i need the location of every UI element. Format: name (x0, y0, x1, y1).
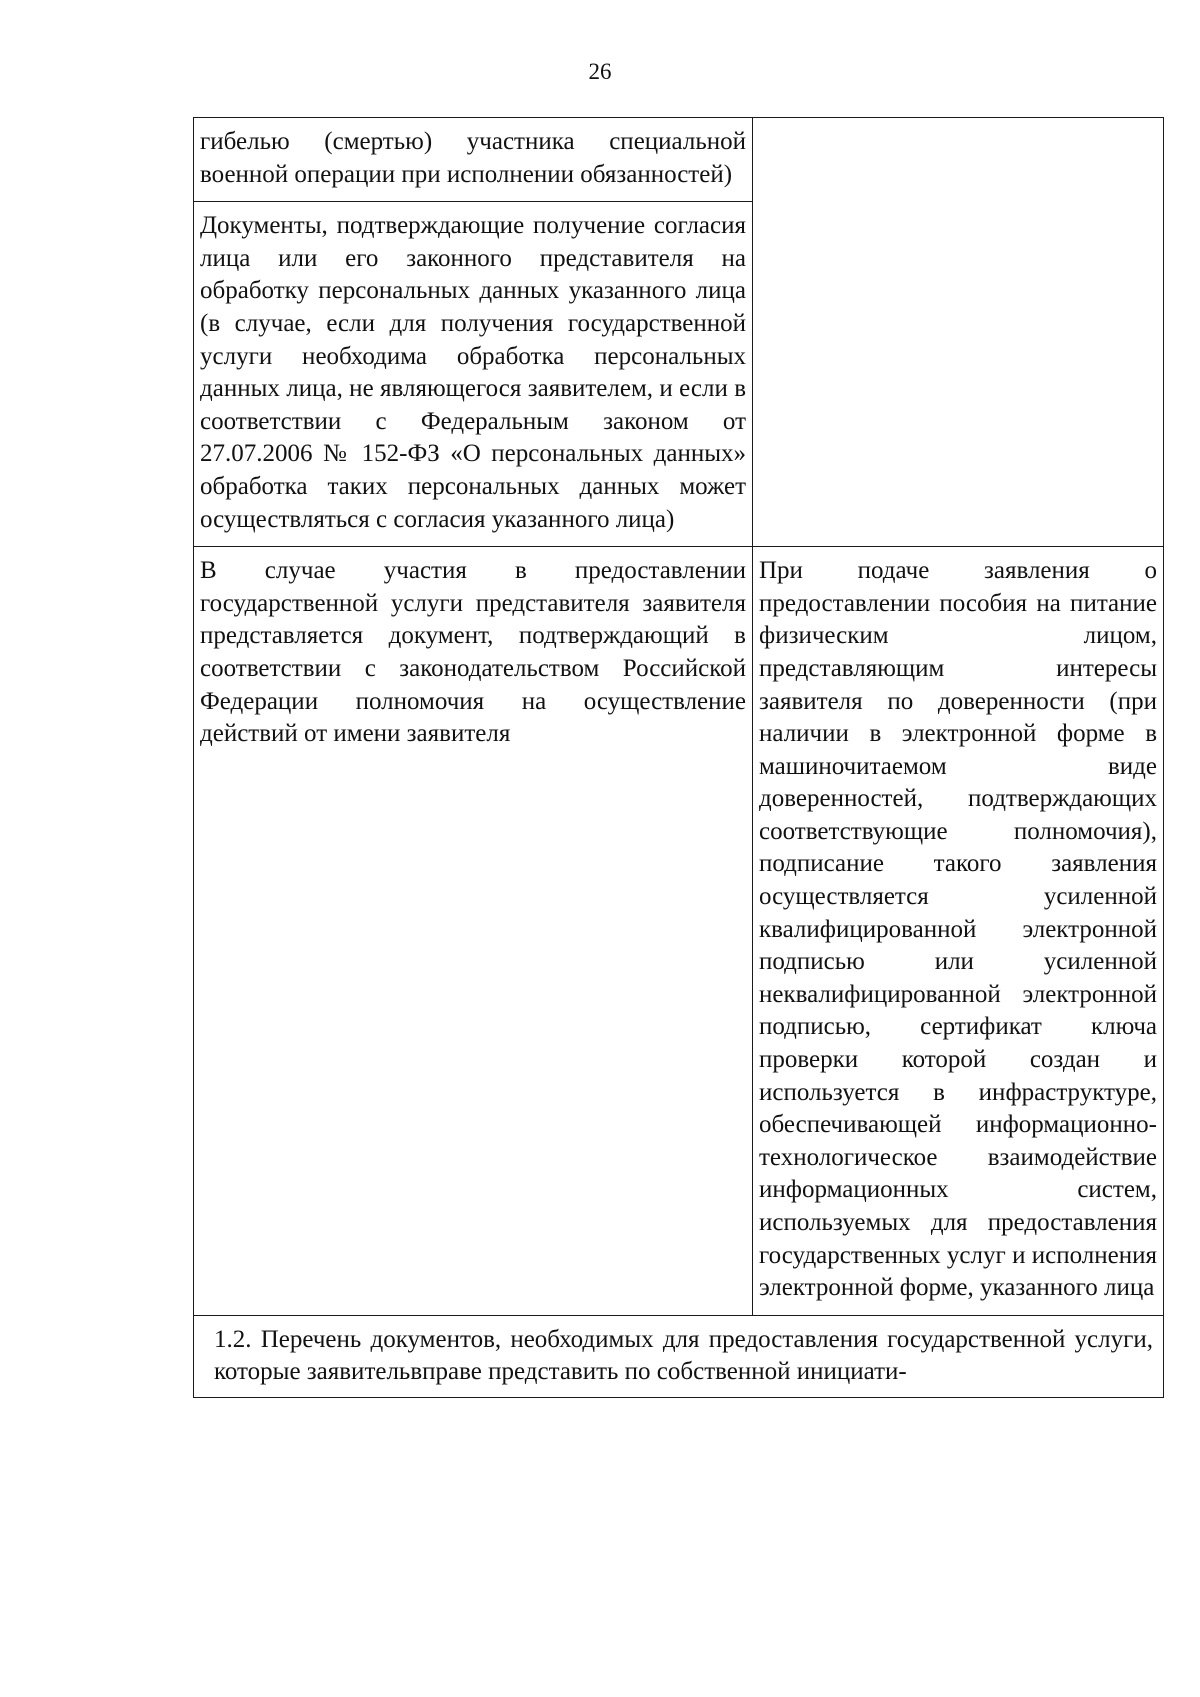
table-row (194, 1315, 1164, 1397)
table-row (194, 118, 1164, 202)
page-number: 26 (588, 59, 612, 84)
section-heading-text: 1.2. Перечень документов, необходимых для предоставления государственной услуги, которые заявительвправе представить по собственной инициати- (214, 1325, 1153, 1386)
cell-text: В случае участия в предоставлении государственной услуги представителя заявителя представляется документ, подтверждающий в соответствии с законодательством Российской Федерации полномочия на осуществление действий от имени заявителя (200, 557, 746, 748)
table-cell-empty (753, 118, 1164, 202)
table-cell-empty (753, 202, 1164, 547)
table-cell-signature-requirements (753, 547, 1164, 1316)
cell-text: При подаче заявления о предоставлении пособия на питание физическим лицом, представляющим интересы заявителя по доверенности (при наличии в электронной форме в машиночитаемом виде доверенностей, подтверждающих соответствующие полномочия), подписание такого заявления осуществляется усиленной квалифицированной электронной подписью или усиленной неквалифицированной электронной подписью, сертификат ключа проверки которой создан и используется в инфраструктуре, обеспечивающей информационно-технологическое взаимодействие информационных систем, используемых для предоставления государственных услуг и исполнения электронной форме, указанного лица (759, 557, 1157, 1302)
cell-text: гибелью (смертью) участника специальной военной операции при исполнении обязанностей) (200, 128, 746, 188)
document-table (193, 117, 1164, 1398)
table-cell-section-heading (194, 1315, 1164, 1397)
table-row (194, 202, 1164, 547)
cell-text: Документы, подтверждающие получение согласия лица или его законного представителя на обработку персональных данных указанного лица (в случае, если для получения государственной услуги необходима обработка персональных данных лица, не являющегося заявителем, и если в соответствии с Федеральным законом от 27.07.2006 № 152-ФЗ «О персональных данных» обработка таких персональных данных может осуществляться с согласия указанного лица) (200, 212, 746, 533)
table-cell-representative-document (194, 547, 753, 1316)
table-cell-death-clause (194, 118, 753, 202)
table-cell-consent-documents (194, 202, 753, 547)
table-row (194, 547, 1164, 1316)
